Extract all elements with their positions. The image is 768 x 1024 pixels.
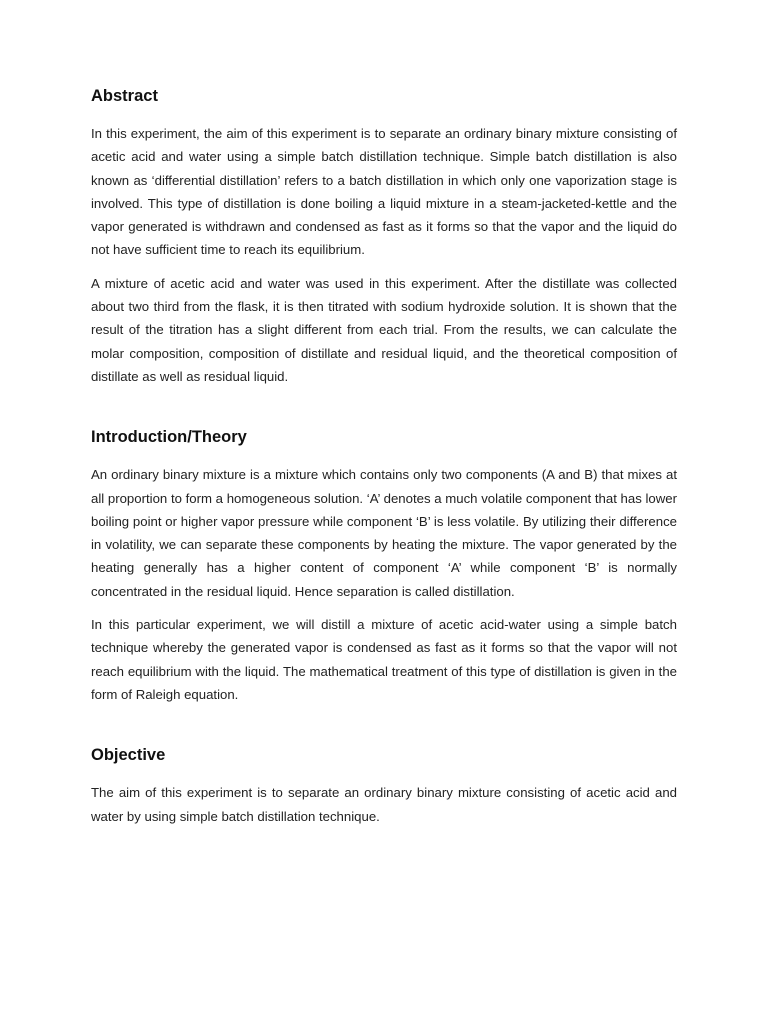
paragraph: The aim of this experiment is to separate an ordinary binary mixture consisting of acetic acid and water by using simple batch distillation technique. <box>91 785 677 824</box>
section-heading: Objective <box>91 746 166 765</box>
paragraph: An ordinary binary mixture is a mixture which contains only two components (A and B) that mixes at all proportion to form a homogeneous solution. ‘A’ denotes a much volatile component that has lower boiling point or higher vapor pressure while component ‘B’ is less volatile. By utilizing their difference in volatility, we can separate these components by heating the mixture. The vapor generated by the heating generally has a higher content of component ‘A’ while component ‘B’ is normally concentrated in the residual liquid. Hence separation is called distillation. <box>91 467 677 599</box>
paragraph: In this particular experiment, we will distill a mixture of acetic acid-water using a simple batch technique whereby the generated vapor is condensed as fast as it forms so that the vapor will not reach equilibrium with the liquid. The mathematical treatment of this type of distillation is given in the form of Raleigh equation. <box>91 617 677 702</box>
paragraph: In this experiment, the aim of this experiment is to separate an ordinary binary mixture consisting of acetic acid and water using a simple batch distillation technique. Simple batch distillation is also known as ‘differential distillation’ refers to a batch distillation in which only one vaporization stage is involved. This type of distillation is done boiling a liquid mixture in a steam-jacketed-kettle and the vapor generated is withdrawn and condensed as fast as it forms so that the vapor and the liquid do not have sufficient time to reach its equilibrium. <box>91 126 677 258</box>
section-heading: Introduction/Theory <box>91 428 247 447</box>
paragraph: A mixture of acetic acid and water was used in this experiment. After the distillate was collected about two third from the flask, it is then titrated with sodium hydroxide solution. It is shown that the result of the titration has a slight different from each trial. From the results, we can calculate the molar composition, composition of distillate and residual liquid, and the theoretical composition of distillate as well as residual liquid. <box>91 275 677 384</box>
section-abstract <box>91 84 677 388</box>
section-heading: Abstract <box>91 87 158 105</box>
section-introduction-theory <box>91 425 677 706</box>
section-objective <box>91 743 677 828</box>
document-page <box>91 84 677 828</box>
